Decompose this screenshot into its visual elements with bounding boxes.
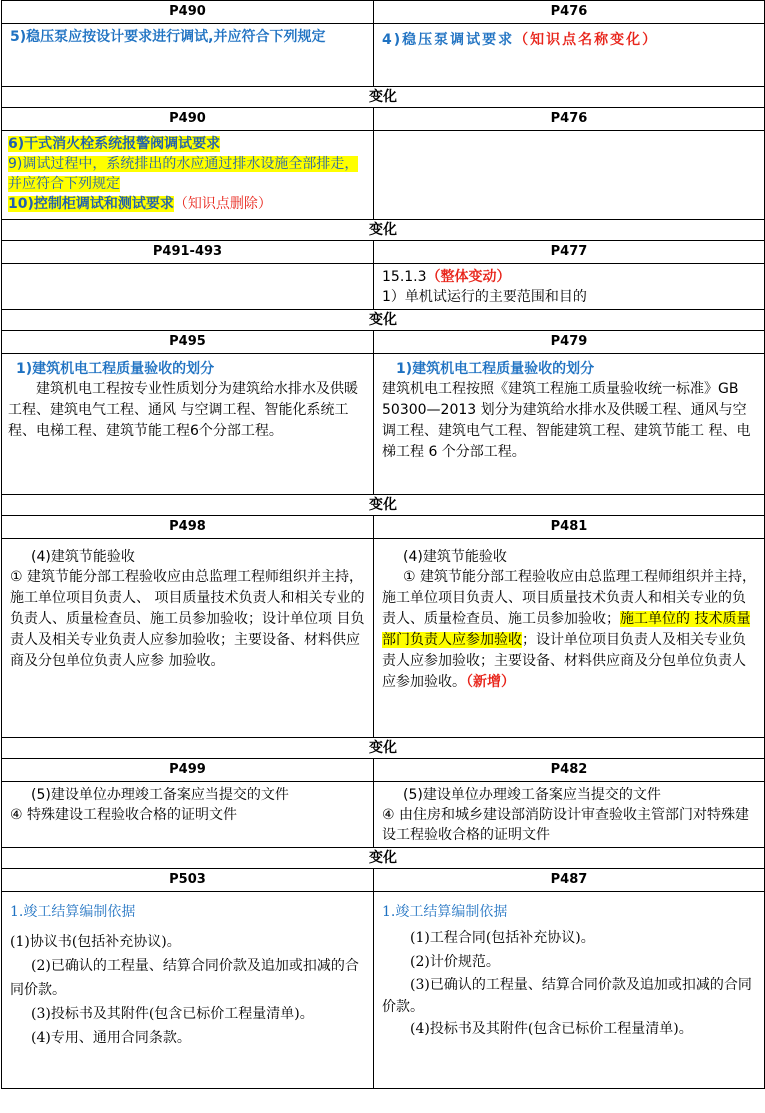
list-item: (1)工程合同(包括补充协议)。 — [410, 930, 595, 946]
left-text: 5)稳压泵应按设计要求进行调试,并应符合下列规定 — [10, 29, 326, 45]
section-title: (4)建筑节能验收 — [31, 549, 135, 565]
left-page-label: P499 — [2, 759, 374, 782]
section-title: 1)建筑机电工程质量验收的划分 — [16, 361, 215, 377]
left-body: 建筑机电工程按专业性质划分为建筑给水排水及供暖工程、建筑电气工程、通风 与空调工程、智能化系统工程、电梯工程、建筑节能工程6个分部工程。 — [8, 381, 358, 439]
right-cell — [374, 264, 765, 310]
left-page-label: P495 — [2, 331, 374, 354]
left-cell — [2, 24, 374, 87]
highlighted-text: 施工单位的 技术质量部门负责人应参加验收 — [382, 611, 751, 648]
list-item: (3)已确认的工程量、结算合同价款及追加或扣减的合同价款。 — [382, 977, 752, 1015]
right-page-label: P482 — [374, 759, 765, 782]
right-page-label: P479 — [374, 331, 765, 354]
list-item: (4)专用、通用合同条款。 — [31, 1030, 191, 1046]
section-title: (4)建筑节能验收 — [403, 549, 507, 565]
right-page-label: P487 — [374, 869, 765, 892]
section-title: 1.竣工结算编制依据 — [10, 904, 136, 920]
change-label: 变化 — [2, 310, 765, 331]
left-line: (5)建设单位办理竣工备案应当提交的文件 — [31, 787, 289, 803]
list-item: (4)投标书及其附件(包含已标价工程量清单)。 — [410, 1021, 693, 1037]
left-cell — [2, 782, 374, 848]
right-cell-empty — [374, 131, 765, 220]
left-page-label: P503 — [2, 869, 374, 892]
right-cell — [374, 782, 765, 848]
right-page-label: P477 — [374, 241, 765, 264]
left-line: 9)调试过程中，系统排出的水应通过排水设施全部排走，并应符合下列规定 — [8, 156, 359, 192]
list-item: (3)投标书及其附件(包含已标价工程量清单)。 — [31, 1006, 314, 1022]
change-label: 变化 — [2, 495, 765, 516]
right-cell — [374, 24, 765, 87]
change-note: （新增） — [466, 674, 515, 690]
comparison-table — [1, 0, 765, 1089]
section-title: 1)建筑机电工程质量验收的划分 — [396, 361, 595, 377]
change-label: 变化 — [2, 738, 765, 759]
right-line: ④ 由住房和城乡建设部消防设计审查验收主管部门对特殊建设工程验收合格的证明文件 — [382, 807, 749, 843]
change-label: 变化 — [2, 848, 765, 869]
right-line: 1）单机试运行的主要范围和目的 — [382, 289, 587, 305]
left-cell — [2, 539, 374, 738]
left-line: 10)控制柜调试和测试要求 — [8, 196, 174, 212]
left-page-label: P490 — [2, 108, 374, 131]
right-body: 建筑机电工程按照《建筑工程施工质量验收统一标准》GB 50300—2013 划分为建筑给水排水及供暖工程、通风与空调工程、建筑电气工程、智能建筑工程、建筑节能工 程、电梯工程 6 个分部工程。 — [382, 381, 751, 460]
change-label: 变化 — [2, 87, 765, 108]
left-line: ④ 特殊建设工程验收合格的证明文件 — [10, 807, 238, 823]
left-cell-empty — [2, 264, 374, 310]
section-title: 1.竣工结算编制依据 — [382, 904, 508, 920]
right-page-label: P481 — [374, 516, 765, 539]
right-line: (5)建设单位办理竣工备案应当提交的文件 — [403, 787, 661, 803]
change-note: （知识点名称变化） — [514, 32, 659, 48]
list-item: (2)已确认的工程量、结算合同价款及追加或扣减的合同价款。 — [10, 958, 359, 998]
change-label: 变化 — [2, 220, 765, 241]
list-item: (2)计价规范。 — [410, 954, 500, 970]
left-cell — [2, 354, 374, 495]
right-body: ；设计单位项目负责人及相关专业负责人应参加验收；主要设备、材料供应商及分包单位负责人应参加验收。 — [382, 632, 746, 690]
left-cell — [2, 892, 374, 1089]
right-cell — [374, 892, 765, 1089]
left-line: 6)干式消火栓系统报警阀调试要求 — [8, 136, 221, 152]
list-item: (1)协议书(包括补充协议)。 — [10, 934, 181, 950]
left-cell — [2, 131, 374, 220]
right-body: ① 建筑节能分部工程验收应由总监理工程师组织并主持，施工单位项目负责人、项目质量技术负责人和相关专业的负责人、质量检查员、施工员参加验收； — [382, 569, 756, 627]
change-note: （整体变动） — [426, 269, 511, 285]
right-page-label: P476 — [374, 108, 765, 131]
section-number: 15.1.3 — [382, 269, 427, 285]
right-page-label: P476 — [374, 1, 765, 24]
right-text: 4)稳压泵调试要求 — [382, 32, 515, 48]
right-cell — [374, 539, 765, 738]
left-page-label: P498 — [2, 516, 374, 539]
change-note: （知识点删除） — [173, 196, 272, 212]
left-body: ① 建筑节能分部工程验收应由总监理工程师组织并主持，施工单位项目负责人、 项目质量技术负责人和相关专业的负责人、质量检查员、施工员参加验收；设计单位项 目负责人及相关专业负责人应参加验收；主要设备、材料供应商及分包单位负责人应参 加验收。 — [10, 569, 365, 669]
left-page-label: P491-493 — [2, 241, 374, 264]
right-cell — [374, 354, 765, 495]
left-page-label: P490 — [2, 1, 374, 24]
